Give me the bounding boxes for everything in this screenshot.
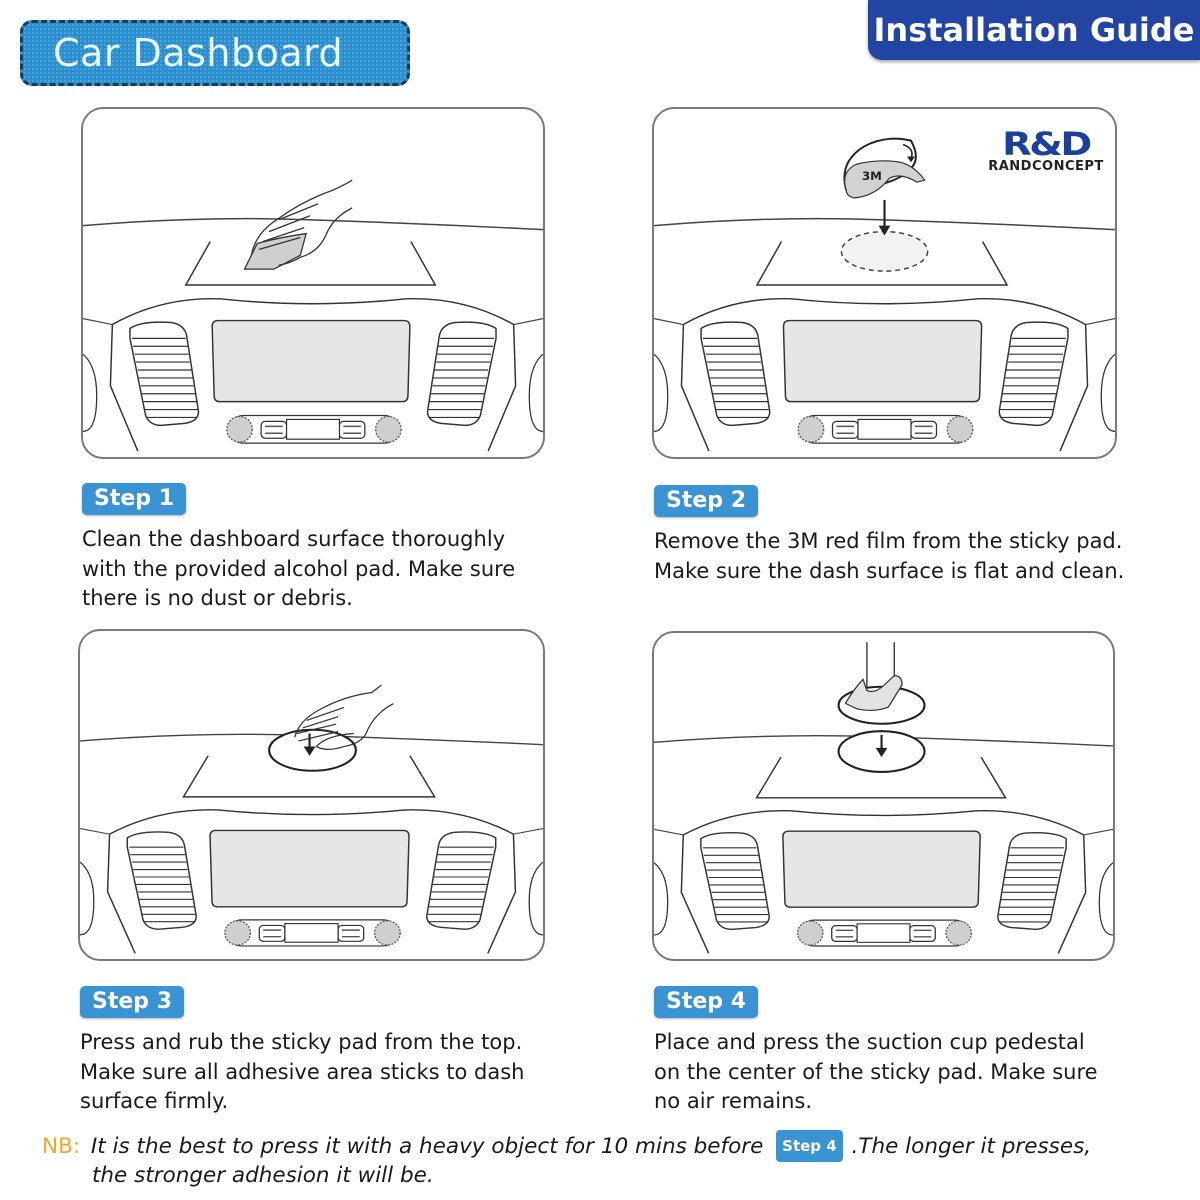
step-4-badge: Step 4 [654,986,758,1018]
car-dashboard-title-text: Car Dashboard [53,31,344,75]
nb-text-before: It is the best to press it with a heavy object for 10 mins before [90,1134,764,1159]
step-3-block [80,986,525,1117]
step-3-line-3: surface firmly. [80,1089,229,1113]
nb-line-2: the stronger adhesion it will be. [92,1163,434,1188]
step-3-line-1: Press and rub the sticky pad from the top. [80,1030,523,1054]
step-1-line-1: Clean the dashboard surface thoroughly [82,527,506,551]
step-3-illustration [78,629,545,961]
step-4-line-2: on the center of the sticky pad. Make sure [654,1059,1098,1084]
step-3-badge: Step 3 [80,986,184,1018]
step-1-badge: Step 1 [82,483,186,515]
step-3-line-2: Make sure all adhesive area sticks to dash [80,1059,525,1084]
step-1-line-3: there is no dust or debris. [82,586,353,610]
step-2-illustration [652,107,1117,459]
suction-cup-pedestal-icon [839,642,925,724]
svg-text:3M: 3M [861,169,882,184]
3m-film-icon [844,139,924,198]
brand-name: RANDCONCEPT [988,159,1104,174]
step-2-block [654,485,1124,586]
step-4-line-3: no air remains. [654,1089,813,1113]
step-4-line-1: Place and press the suction cup pedestal [654,1030,1085,1054]
step-1-block [82,483,515,614]
nb-step-badge: Step 4 [776,1130,843,1162]
car-dashboard-title [20,20,410,86]
dashed-target-area [841,232,927,272]
step-4-illustration [652,631,1115,961]
nb-note [42,1130,1162,1190]
step-1-line-2: with the provided alcohol pad. Make sure [82,556,516,581]
step-2-line-1: Remove the 3M red film from the sticky pad. [654,529,1123,553]
hand-with-alcohol-pad-icon [244,180,352,269]
installation-guide-title [868,0,1200,60]
step-2-badge: Step 2 [654,485,758,517]
step-2-line-2: Make sure the dash surface is flat and clean. [654,558,1125,583]
brand-mark: R&D [1002,125,1090,163]
step-4-block [654,986,1098,1117]
nb-text-after: .The longer it presses, [851,1134,1092,1159]
step-1-illustration [81,107,545,459]
brand-logo [976,125,1116,174]
nb-label: NB: [42,1134,81,1159]
installation-guide-title-text: Installation Guide [873,11,1195,49]
